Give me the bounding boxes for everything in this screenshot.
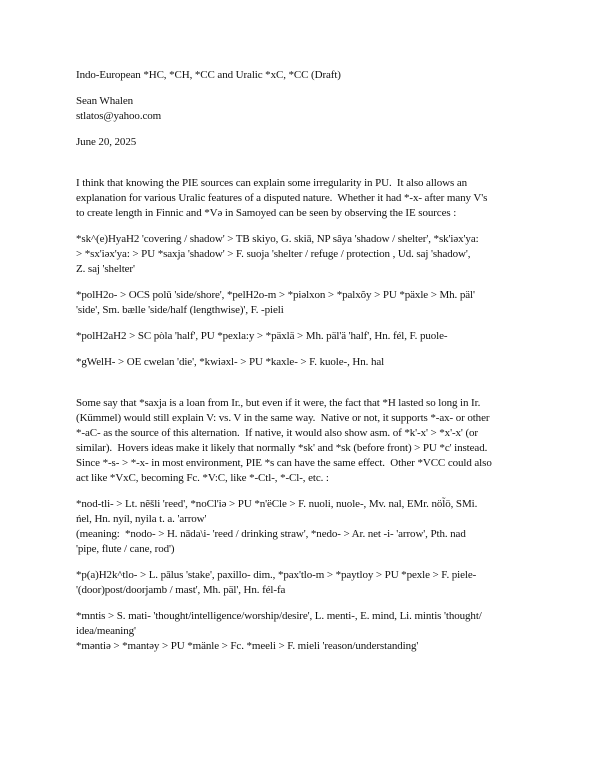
intro-paragraph [76,176,540,221]
paragraph-line: > *sx'iəx'ya: > PU *saxja 'shadow' > F. suoja 'shelter / refuge / protection , Ud. saj 'shadow', [76,248,471,260]
etymology-stake [76,568,540,598]
document-header [76,68,540,150]
paragraph-line: *polH2aH2 > SC pòla 'half', PU *pexla:y > *päxlä > Mh. päl'ä 'half', Hn. fél, F. puole- [76,330,448,342]
author-email: stlatos@yahoo.com [76,110,162,122]
document-title: Indo-European *HC, *CH, *CC and Uralic *xC, *CC (Draft) [76,69,341,81]
paragraph-line: ńel, Hn. nyíl, nyila t. a. 'arrow' [76,513,207,525]
paragraph-line: act like *VxC, becoming Fc. *V:C, like *-Ctl-, *-Cl-, etc. : [76,472,329,484]
paragraph-line: *mntis > S. mati- 'thought/intelligence/worship/desire', L. menti-, E. mind, Li. mintis 'thought/ [76,610,482,622]
paragraph-line: to create length in Finnic and *Və in Samoyed can be seen by observing the IE sources : [76,207,457,219]
paragraph-line: explanation for various Uralic features of a disputed nature. Whether it had *-x- after many V's [76,192,488,204]
etymology-arrow [76,497,540,557]
paragraph-line: *nod-tli- > Lt. nẽšli 'reed', *noCl'iə > PU *n'ëCle > F. nuoli, nuole-, Mv. nal, EMr. nöl̃ö, SMi. [76,498,478,510]
paragraph-line: *polH2o- > OCS polŭ 'side/shore', *pelH2o-m > *piəlxon > *palxõy > PU *päxle > Mh. päl' [76,289,475,301]
paragraph-line: similar). Hovers ideas make it likely that normally *sk' and *sk (before front) > PU *c' instead. [76,442,488,454]
paragraph-line: (Kümmel) would still explain V: vs. V in the same way. Native or not, it supports *-ax- or other [76,412,490,424]
author-name: Sean Whalen [76,95,134,107]
paragraph-line: *p(a)H2k^tlo- > L. pālus 'stake', paxillo- dim., *pax'tlo-m > *paytloy > PU *pexle > F. piele- [76,569,477,581]
paragraph-line: I think that knowing the PIE sources can explain some irregularity in PU. It also allows an [76,177,467,189]
document-date: June 20, 2025 [76,136,137,148]
discussion-paragraph [76,396,540,486]
paragraph-line: 'pipe, flute / cane, rod') [76,543,175,555]
etymology-mind [76,609,540,654]
paragraph-line: Z. saj 'shelter' [76,263,135,275]
paragraph-line: Some say that *saxja is a loan from Ir., but even if it were, the fact that *H lasted so long in Ir. [76,397,481,409]
paragraph-line: 'side', Sm. bælle 'side/half (lengthwise)', F. -pieli [76,304,284,316]
paragraph-line: *məntiə > *mantəy > PU *mänle > Fc. *meeli > F. mieli 'reason/understanding' [76,640,419,652]
paragraph-line: *sk^(e)HyaH2 'covering / shadow' > TB skiyo, G. skiā, NP sâya 'shadow / shelter', *sk'iəx'ya: [76,233,479,245]
paragraph-line: idea/meaning' [76,625,136,637]
paragraph-line: (meaning: *nodo- > H. nāda\i- 'reed / drinking straw', *nedo- > Ar. net -i- 'arrow', Pth. nad [76,528,466,540]
paragraph-line: *gWelH- > OE cwelan 'die', *kwiəxl- > PU *kaxle- > F. kuole-, Hn. hal [76,356,385,368]
paragraph-line: Since *-s- > *-x- in most environment, PIE *s can have the same effect. Other *VCC could also [76,457,492,469]
etymology-die [76,355,540,370]
etymology-shadow [76,232,540,277]
paragraph-line: *-aC- as the source of this alternation. If native, it would also show asm. of *k'-x' > *x'-x' (or [76,427,478,439]
paragraph-line: '(door)post/doorjamb / mast', Mh. päl', Hn. fél-fa [76,584,286,596]
etymology-side [76,288,540,318]
etymology-half [76,329,540,344]
